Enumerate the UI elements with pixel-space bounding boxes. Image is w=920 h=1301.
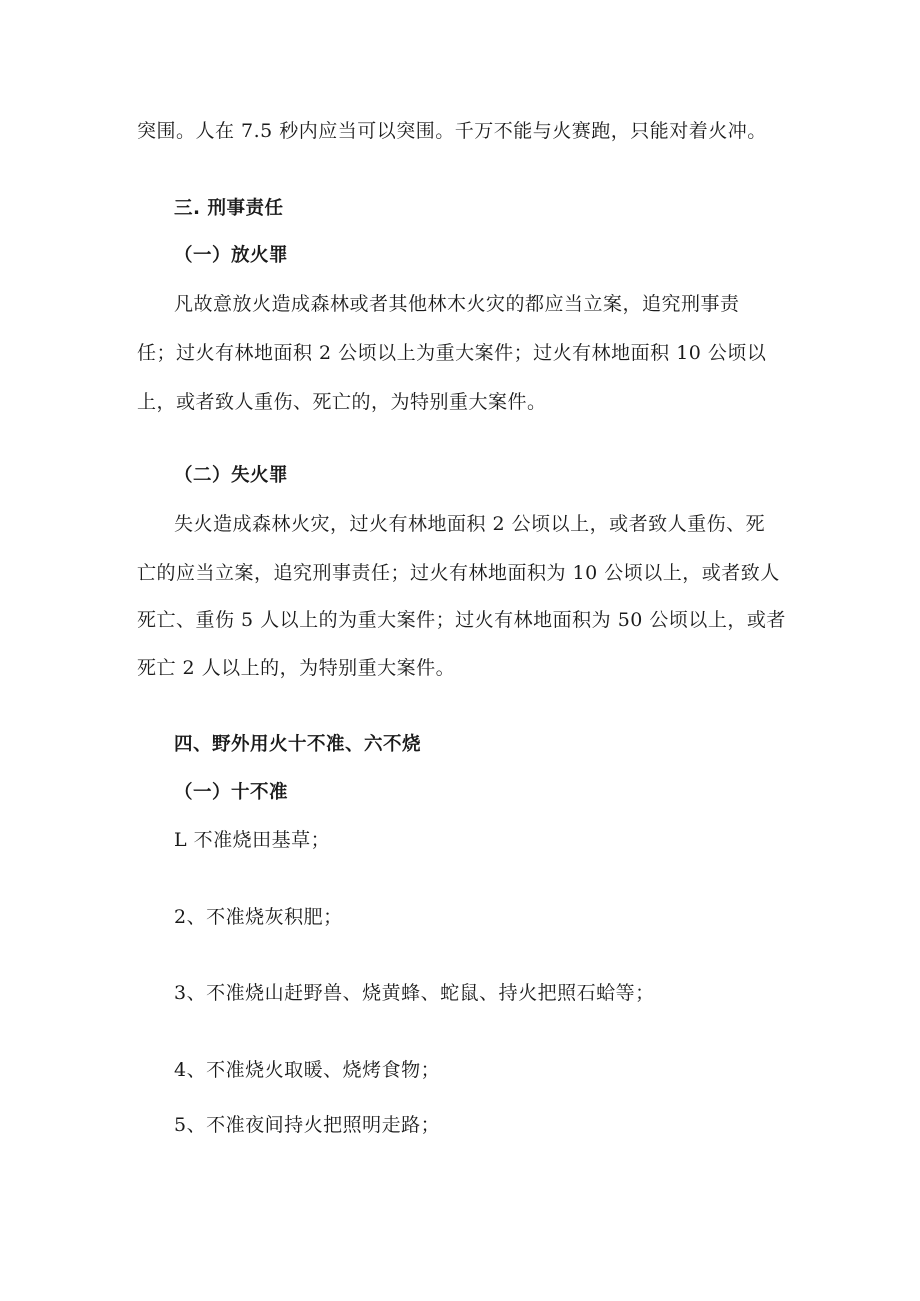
negligent-fire-paragraph-line-2: 亡的应当立案，追究刑事责任；过火有林地面积为 10 公顷以上，或者致人 <box>137 562 780 584</box>
negligent-fire-paragraph-line-4: 死亡 2 人以上的，为特别重大案件。 <box>137 657 456 679</box>
list-item: 5、不准夜间持火把照明走路； <box>174 1114 441 1136</box>
negligent-fire-paragraph-line-1: 失火造成森林火灾，过火有林地面积 2 公顷以上，或者致人重伤、死 <box>174 513 766 535</box>
section-heading-outdoor-fire-rules: 四、野外用火十不准、六不烧 <box>174 734 422 755</box>
arson-paragraph-line-3: 上，或者致人重伤、死亡的，为特别重大案件。 <box>137 391 547 413</box>
subheading-ten-prohibitions: （一）十不准 <box>174 782 289 803</box>
list-item: 2、不准烧灰积肥； <box>174 906 343 928</box>
subheading-negligent-fire: （二）失火罪 <box>174 465 289 486</box>
section-heading-criminal-liability: 三. 刑事责任 <box>174 198 284 219</box>
arson-paragraph-line-1: 凡故意放火造成森林或者其他林木火灾的都应当立案，追究刑事责 <box>174 293 740 315</box>
list-item: 3、不准烧山赶野兽、烧黄蜂、蛇鼠、持火把照石蛤等； <box>174 982 655 1004</box>
negligent-fire-paragraph-line-3: 死亡、重伤 5 人以上的为重大案件；过火有林地面积为 50 公顷以上，或者 <box>137 609 786 631</box>
arson-paragraph-line-2: 任；过火有林地面积 2 公顷以上为重大案件；过火有林地面积 10 公顷以 <box>137 342 767 364</box>
subheading-arson: （一）放火罪 <box>174 245 289 266</box>
list-item: 4、不准烧火取暖、烧烤食物； <box>174 1059 441 1081</box>
list-item: L 不准烧田基草； <box>174 829 331 851</box>
intro-paragraph-line: 突围。人在 7.5 秒内应当可以突围。千万不能与火赛跑，只能对着火冲。 <box>137 120 767 142</box>
